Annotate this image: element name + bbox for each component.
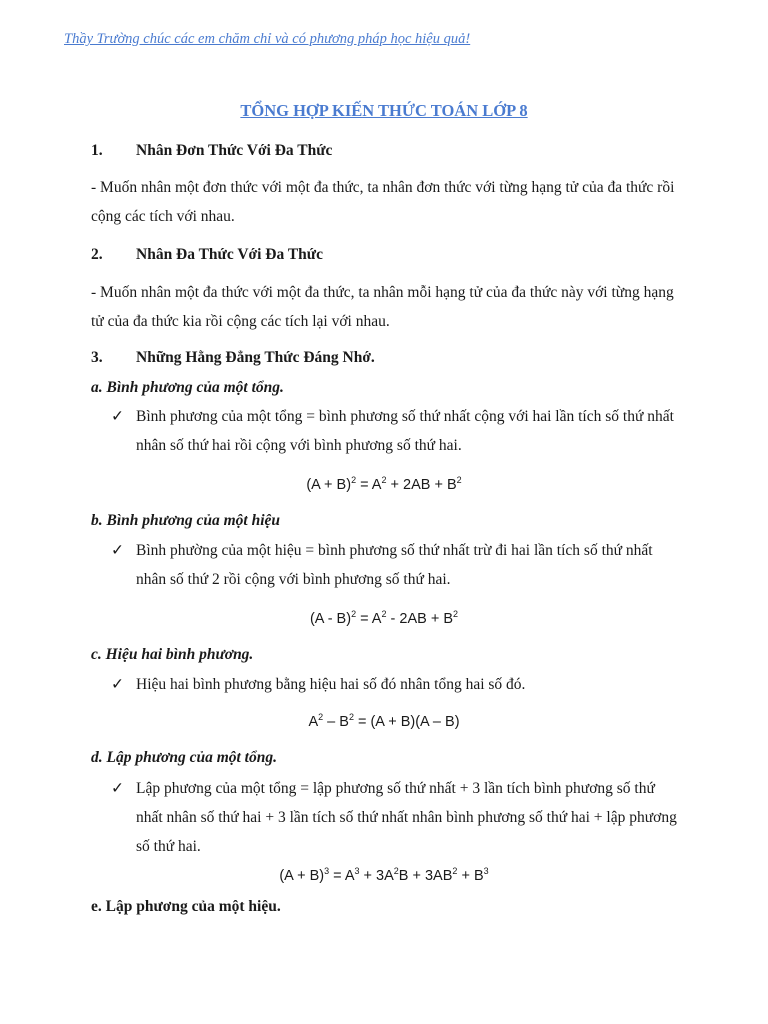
identity-text-d: Lập phương của một tổng = lập phương số thứ nhất + 3 lần tích bình phương số thứ nhất nhân số thứ hai + 3 lần tích số thứ nhất nhân bình phương số thứ hai + lập phương số thứ hai. <box>136 780 677 855</box>
header-note: Thầy Trường chúc các em chăm chỉ và có phương pháp học hiệu quả! <box>64 31 471 47</box>
identity-label-e: e. Lập phương của một hiệu. <box>91 898 281 915</box>
formula-a: $(A + B)^2 = A^2 + 2AB + B^2$ <box>306 475 462 493</box>
identity-text-c: Hiệu hai bình phương bằng hiệu hai số đó nhân tổng hai số đó. <box>136 676 526 693</box>
check-icon: ✓ <box>111 780 124 797</box>
section-number: 3. <box>91 349 103 366</box>
identity-label-b: b. Bình phương của một hiệu <box>91 512 281 529</box>
section-text-2: - Muốn nhân một đa thức với một đa thức, ta nhân mỗi hạng tử của đa thức này với từng hạng tử của đa thức kia rồi cộng các tích lại với nhau. <box>91 284 674 330</box>
identity-label-a: a. Bình phương của một tổng. <box>91 379 284 396</box>
formula-b: $(A - B)^2 = A^2 - 2AB + B^2$ <box>309 609 459 627</box>
check-icon: ✓ <box>111 542 124 559</box>
section-number: 2. <box>91 246 103 263</box>
section-heading-3 <box>91 349 375 367</box>
identity-text-a: Bình phương của một tổng = bình phương số thứ nhất cộng với hai lần tích số thứ nhất nhân số thứ hai rồi cộng với bình phương số thứ hai. <box>136 408 674 454</box>
section-title: Nhân Đa Thức Với Đa Thức <box>136 246 323 263</box>
check-icon: ✓ <box>111 676 124 693</box>
section-number: 1. <box>91 142 103 159</box>
section-title: Nhân Đơn Thức Với Đa Thức <box>136 142 333 159</box>
section-title: Những Hằng Đẳng Thức Đáng Nhớ. <box>136 349 375 366</box>
document-title: TỔNG HỢP KIẾN THỨC TOÁN LỚP 8 <box>240 101 528 120</box>
section-heading-2 <box>91 246 323 264</box>
identity-text-b: Bình phường của một hiệu = bình phương số thứ nhất trừ đi hai lần tích số thứ nhất nhân số thứ 2 rồi cộng với bình phương số thứ hai. <box>136 542 653 588</box>
formula-c: $A^2 - B^2 = (A + B)(A - B)$ <box>308 712 460 730</box>
identity-label-d: d. Lập phương của một tổng. <box>91 749 277 766</box>
section-heading-1 <box>91 142 332 160</box>
identity-label-c: c. Hiệu hai bình phương. <box>91 646 254 663</box>
section-text-1: - Muốn nhân một đơn thức với một đa thức, ta nhân đơn thức với từng hạng tử của đa thức rồi cộng các tích với nhau. <box>91 179 675 225</box>
check-icon: ✓ <box>111 408 124 425</box>
formula-d: $(A + B)^3 = A^3 + 3A^2B + 3AB^2 + B^3$ <box>279 866 489 884</box>
